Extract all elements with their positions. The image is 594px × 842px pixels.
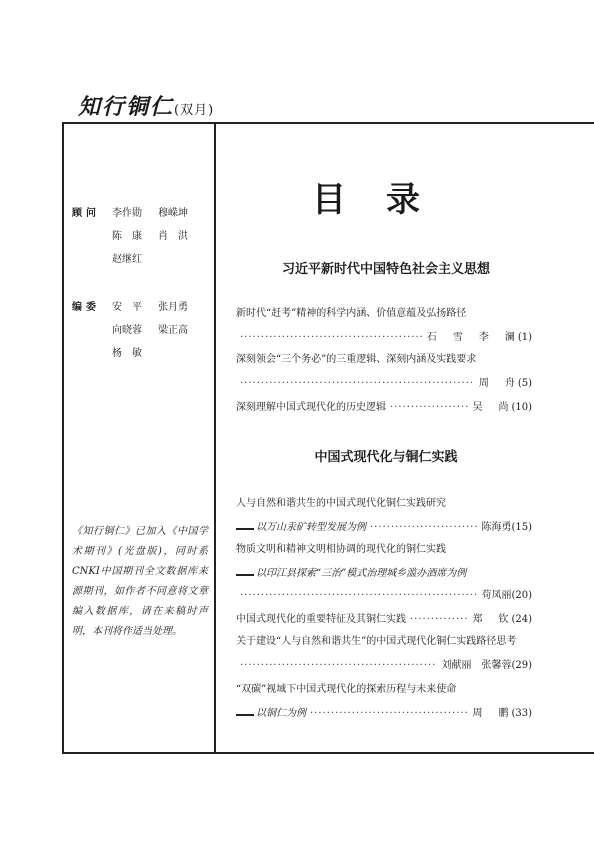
section-title: 中国式现代化与铜仁实践 xyxy=(314,450,458,465)
leader-dots xyxy=(240,332,423,343)
article-title: 人与自然和谐共生的中国式现代化铜仁实践研究 xyxy=(236,498,446,509)
em-dash xyxy=(236,528,254,530)
database-notice: 《知行铜仁》已加入《中国学术期刊》(光盘版)，同时系CNKI中国期刊全文数据库来源期刊，如作者不同意将文章编入数据库，请在来稿时声明，本刊将作适当处理。 xyxy=(72,526,208,637)
article-author: 吴 尚 xyxy=(472,402,512,413)
article-author: 刘献丽 张馨蓉 xyxy=(441,660,512,671)
leader-dots xyxy=(240,660,437,671)
sidebar xyxy=(64,124,216,752)
leader-dots xyxy=(240,590,477,601)
article-title: 中国式现代化的重要特征及其铜仁实践 xyxy=(236,614,406,625)
article-page: (29) xyxy=(511,660,532,671)
em-dash xyxy=(236,574,254,576)
staff-name: 张月勇 xyxy=(158,302,188,313)
article-title: 深刻理解中国式现代化的历史逻辑 xyxy=(236,402,386,413)
article-entry xyxy=(236,564,532,578)
article-page: (1) xyxy=(517,332,532,343)
leader-dots xyxy=(310,708,468,719)
staff-name: 陈 康 xyxy=(112,231,142,242)
article-page: (20) xyxy=(511,590,532,601)
toc-heading: 目录 xyxy=(312,180,460,220)
article-title: 深刻领会“三个务必”的三重逻辑、深刻内涵及实践要求 xyxy=(236,354,477,365)
journal-title xyxy=(78,90,214,121)
article-entry xyxy=(236,610,532,624)
table-of-contents xyxy=(236,124,594,752)
article-author: 郑 钦 xyxy=(472,614,512,625)
advisors-names xyxy=(112,204,204,265)
staff-name: 安 平 xyxy=(112,302,142,313)
leader-dots xyxy=(410,614,468,625)
staff-name: 肖 洪 xyxy=(158,231,188,242)
advisors-group xyxy=(72,204,204,265)
article-page: (10) xyxy=(511,402,532,413)
article-page: (33) xyxy=(511,708,532,719)
staff-name: 梁正高 xyxy=(158,325,188,336)
article-author: 周 鹏 xyxy=(472,708,512,719)
article-entry xyxy=(236,518,532,532)
article-title: 关于建设“人与自然和谐共生”的中国式现代化铜仁实践路径思考 xyxy=(236,636,517,647)
leader-dots xyxy=(390,402,468,413)
em-dash xyxy=(236,714,254,716)
article-subtitle: 以铜仁为例 xyxy=(256,708,306,719)
staff-name: 杨 敏 xyxy=(112,348,142,359)
article-title: “双碳”视域下中国式现代化的探索历程与未来使命 xyxy=(236,684,457,695)
article-subtitle: 以万山汞矿转型发展为例 xyxy=(256,522,366,533)
staff-name: 穆嵘坤 xyxy=(158,208,188,219)
leader-dots xyxy=(370,522,477,533)
staff-name: 赵继红 xyxy=(112,254,142,265)
leader-dots xyxy=(240,378,475,389)
editors-names xyxy=(112,298,204,359)
article-subtitle: 以印江县探索“三治”模式治理城乡滥办酒席为例 xyxy=(256,568,467,579)
editors-group xyxy=(72,298,204,359)
editors-label: 编委 xyxy=(72,302,100,313)
article-author: 石 雪 李 澜 xyxy=(426,332,518,343)
journal-name: 知行铜仁 xyxy=(78,94,175,120)
article-entry xyxy=(236,398,532,412)
article-entry xyxy=(236,656,532,670)
article-author: 周 舟 xyxy=(478,378,518,389)
journal-period: (双月) xyxy=(174,103,215,118)
section-title: 习近平新时代中国特色社会主义思想 xyxy=(281,262,490,277)
advisors-label: 顾问 xyxy=(72,208,100,219)
article-page: (15) xyxy=(511,522,532,533)
article-entry xyxy=(236,374,532,388)
article-page: (5) xyxy=(517,378,532,389)
article-author: 陈海勇 xyxy=(481,522,512,533)
contents-frame xyxy=(62,122,594,754)
article-author: 苟凤丽 xyxy=(481,590,512,601)
article-entry xyxy=(236,328,532,342)
article-title: 物质文明和精神文明相协调的现代化的铜仁实践 xyxy=(236,544,446,555)
article-entry xyxy=(236,704,532,718)
article-page: (24) xyxy=(511,614,532,625)
article-entry xyxy=(236,586,532,600)
article-title: 新时代“赶考”精神的科学内涵、价值意蕴及弘扬路径 xyxy=(236,308,467,319)
staff-name: 李作勋 xyxy=(112,208,142,219)
staff-name: 向晓蓉 xyxy=(112,325,142,336)
